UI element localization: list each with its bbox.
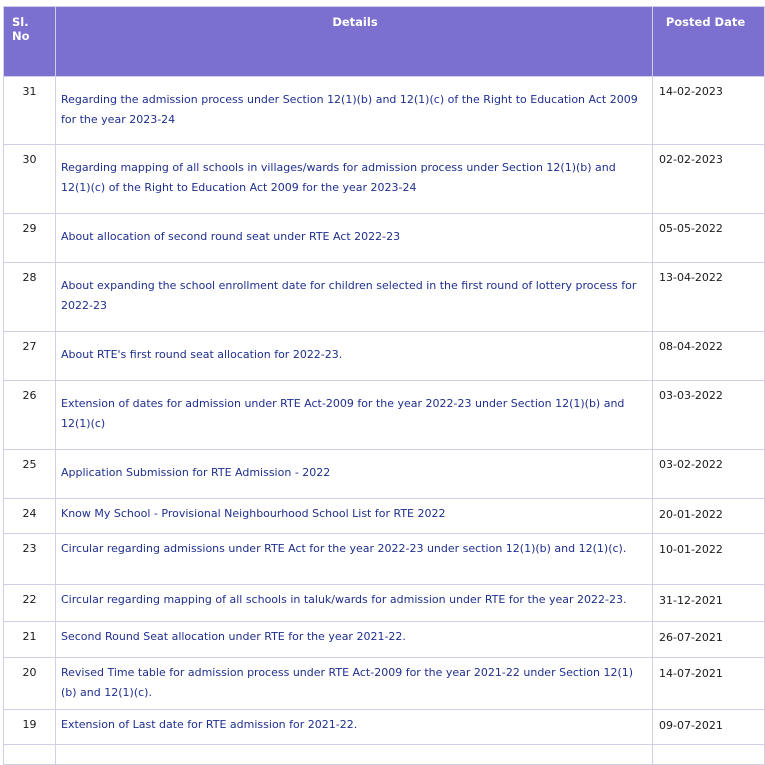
posted-date: 14-07-2021 [653, 658, 765, 710]
table-row [4, 77, 765, 145]
empty-cell [56, 745, 653, 765]
notice-link[interactable]: Regarding the admission process under Section 12(1)(b) and 12(1)(c) of the Right to Education Act 2009 for the year 2023-24 [56, 77, 653, 145]
table-row [4, 499, 765, 534]
table-row [4, 145, 765, 214]
posted-date: 26-07-2021 [653, 622, 765, 658]
posted-date: 05-05-2022 [653, 214, 765, 263]
posted-date: 08-04-2022 [653, 332, 765, 381]
table-header-row [4, 7, 765, 77]
notice-link[interactable]: Application Submission for RTE Admission - 2022 [56, 450, 653, 499]
posted-date: 09-07-2021 [653, 710, 765, 745]
notice-link[interactable]: Know My School - Provisional Neighbourhood School List for RTE 2022 [56, 499, 653, 534]
empty-cell [4, 745, 56, 765]
table-row [4, 263, 765, 332]
header-details: Details [56, 7, 653, 77]
sl-number: 26 [4, 381, 56, 450]
sl-number: 27 [4, 332, 56, 381]
header-sl-no: Sl. No [4, 7, 56, 77]
notice-link[interactable]: About RTE's first round seat allocation for 2022-23. [56, 332, 653, 381]
sl-number: 21 [4, 622, 56, 658]
table-row [4, 710, 765, 745]
posted-date: 31-12-2021 [653, 585, 765, 622]
table-row [4, 658, 765, 710]
sl-number: 29 [4, 214, 56, 263]
sl-number: 19 [4, 710, 56, 745]
sl-number: 31 [4, 77, 56, 145]
table-row [4, 534, 765, 585]
notice-link[interactable]: Regarding mapping of all schools in villages/wards for admission process under Section 12(1)(b) and 12(1)(c) of the Right to Education Act 2009 for the year 2023-24 [56, 145, 653, 214]
posted-date: 03-03-2022 [653, 381, 765, 450]
posted-date: 03-02-2022 [653, 450, 765, 499]
notice-link[interactable]: Revised Time table for admission process under RTE Act-2009 for the year 2021-22 under Section 12(1)(b) and 12(1)(c). [56, 658, 653, 710]
posted-date: 02-02-2023 [653, 145, 765, 214]
table-row [4, 332, 765, 381]
notice-link[interactable]: Circular regarding mapping of all schools in taluk/wards for admission under RTE for the year 2022-23. [56, 585, 653, 622]
table-row [4, 622, 765, 658]
notice-link[interactable]: Extension of Last date for RTE admission for 2021-22. [56, 710, 653, 745]
table-row [4, 214, 765, 263]
empty-cell [653, 745, 765, 765]
notice-link[interactable]: Second Round Seat allocation under RTE for the year 2021-22. [56, 622, 653, 658]
posted-date: 14-02-2023 [653, 77, 765, 145]
posted-date: 10-01-2022 [653, 534, 765, 585]
header-posted-date: Posted Date [653, 7, 765, 77]
posted-date: 13-04-2022 [653, 263, 765, 332]
notice-link[interactable]: Extension of dates for admission under RTE Act-2009 for the year 2022-23 under Section 12(1)(b) and 12(1)(c) [56, 381, 653, 450]
sl-number: 23 [4, 534, 56, 585]
table-row [4, 450, 765, 499]
table-row [4, 745, 765, 765]
sl-number: 24 [4, 499, 56, 534]
posted-date: 20-01-2022 [653, 499, 765, 534]
sl-number: 25 [4, 450, 56, 499]
sl-number: 30 [4, 145, 56, 214]
notice-link[interactable]: Circular regarding admissions under RTE Act for the year 2022-23 under section 12(1)(b) and 12(1)(c). [56, 534, 653, 585]
table-row [4, 585, 765, 622]
sl-number: 28 [4, 263, 56, 332]
sl-number: 20 [4, 658, 56, 710]
sl-number: 22 [4, 585, 56, 622]
notice-link[interactable]: About expanding the school enrollment date for children selected in the first round of lottery process for 2022-23 [56, 263, 653, 332]
notices-table [3, 6, 765, 765]
notice-link[interactable]: About allocation of second round seat under RTE Act 2022-23 [56, 214, 653, 263]
table-row [4, 381, 765, 450]
